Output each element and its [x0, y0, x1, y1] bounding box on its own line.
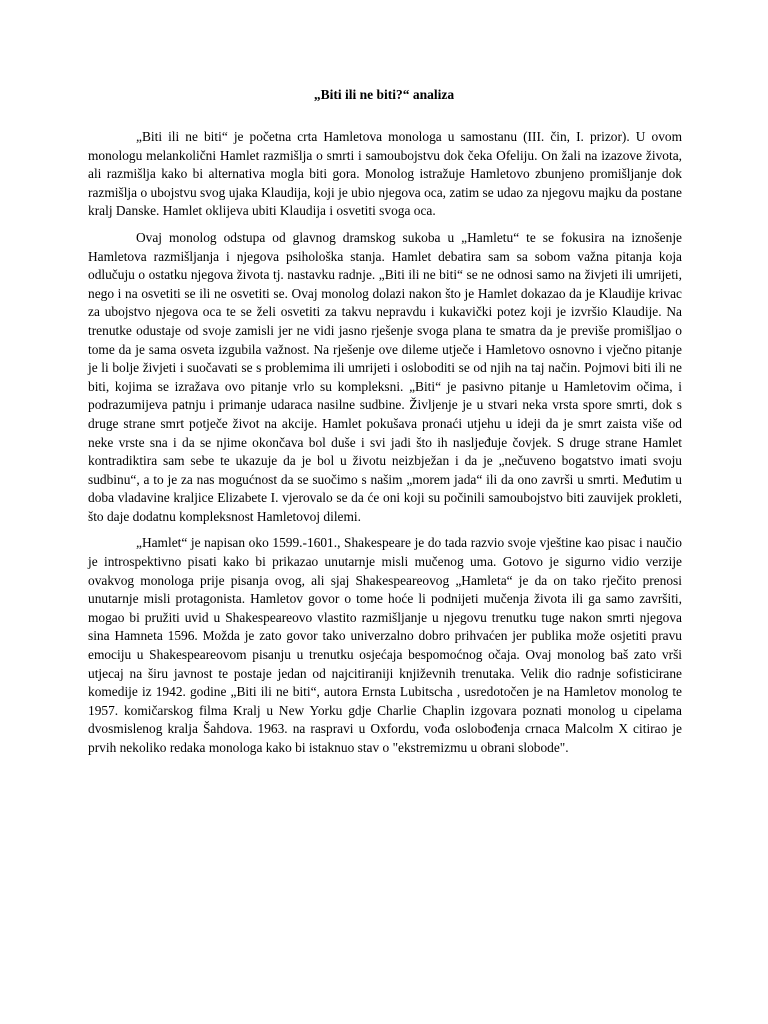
document-title: „Biti ili ne biti?“ analiza — [313, 87, 455, 102]
document-body — [88, 128, 682, 766]
paragraph-1: „Biti ili ne biti“ je početna crta Hamletova monologa u samostanu (III. čin, I. prizor). U ovom monologu melankolični Hamlet razmišlja o smrti i samoubojstvu dok čeka Ofeliju. On žali na izazove života, ali razmišlja kako bi alternativa mogla biti gora. Monolog istražuje Hamletovo zbunjeno promišljanje dok razmišlja o ubojstvu svog ujaka Klaudija, koji je ubio njegova oca, zatim se udao za njegovu majku da postane kralj Danske. Hamlet oklijeva ubiti Klaudija i osvetiti svoga oca. — [88, 129, 682, 219]
paragraph-3: „Hamlet“ je napisan oko 1599.-1601., Shakespeare je do tada razvio svoje vještine kao pisac i naučio je introspektivno pisati kako bi prikazao unutarnje misli mučenog uma. Gotovo je sigurno vidio verzije ovakvog monologa prije pisanja ovog, ali sjaj Shakespeareovog „Hamleta“ je da on tako rječito prenosi unutarnje misli protagonista. Hamletov govor o tome hoće li podnijeti mučenja života ili ga samo završiti, mogao bi pružiti uvid u Shakespeareovo vlastito razmišljanje u njegovu trenutku tuge nakon smrti njegova sina Hamneta 1596. Možda je zato govor tako univerzalno dobro prihvaćen jer publika može osjetiti pravu emociju u Shakespeareovom pisanju u trenutku osjećaja bespomoćnog očaja. Ovaj monolog baš zato vrši utjecaj na širu javnost te postaje jedan od najcitiraniji književnih trenutaka. Velik dio radnje sofisticirane komedije iz 1942. godine „Biti ili ne biti“, autora Ernsta Lubitscha , usredotočen je na Hamletov monolog te 1957. komičarskog filma Kralj u New Yorku gdje Charlie Chaplin izgovara poznati monolog u cipelama dvosmislenog kralja Šahdova. 1963. na raspravi u Oxfordu, vođa oslobođenja crnaca Malcolm X citirao je prvih nekoliko redaka monologa kako bi istaknuo stav o "ekstremizmu u obrani slobode". — [88, 535, 682, 755]
paragraph-2: Ovaj monolog odstupa od glavnog dramskog sukoba u „Hamletu“ te se fokusira na iznošenje Hamletova razmišljanja i njegova psihološka stanja. Hamlet debatira sam sa sobom važna pitanja koja odlučuju o ostatku njegova života tj. nastavku radnje. „Biti ili ne biti“ se ne odnosi samo na živjeti ili umrijeti, nego i na osvetiti se ili ne osvetiti se. Ovaj monolog dolazi nakon što je Hamlet dokazao da je Klaudije krivac za ubojstvo njegova oca te se želi osvetiti za takvu nepravdu i kukavički potez koji je izvršio Klaudije. Na trenutke odustaje od svoje zamisli jer ne vidi jasno rješenje svoga plana te smatra da je previše promišljao o tome da je sama osveta izgubila važnost. Na rješenje ove dileme utječe i Hamletovo osnovno i vječno pitanje je li bolje živjeti i suočavati se s problemima ili umrijeti i osloboditi se od njih na taj način. Pojmovi biti ili ne biti, kojima se izražava ovo pitanje vrlo su kompleksni. „Biti“ je pasivno pitanje u Hamletovim očima, i podrazumijeva patnju i primanje udaraca nasilne sudbine. Življenje je u stvari neka vrsta spore smrti, dok s druge strane smrt potječe život na akcije. Hamlet pokušava pronaći utjehu u ideji da je smrt zaista više od neke vrste sna i da se njime okončava bol duše i svi jadi što ih nasljeđuje čovjek. S druge strane Hamlet kontradiktira sam sebe te ukazuje da je bol u životu neizbježan i da je „nečuveno bogatstvo imati svoju sudbinu“, a to je za nas mogućnost da se suočimo s našim „morem jada“ ili da ono završi u smrti. Međutim u doba vladavine kraljice Elizabete I. vjerovalo se da će oni koji su počinili samoubojstvo biti zauvijek prokleti, što daje dodatnu kompleksnost Hamletovoj dilemi. — [88, 229, 682, 524]
